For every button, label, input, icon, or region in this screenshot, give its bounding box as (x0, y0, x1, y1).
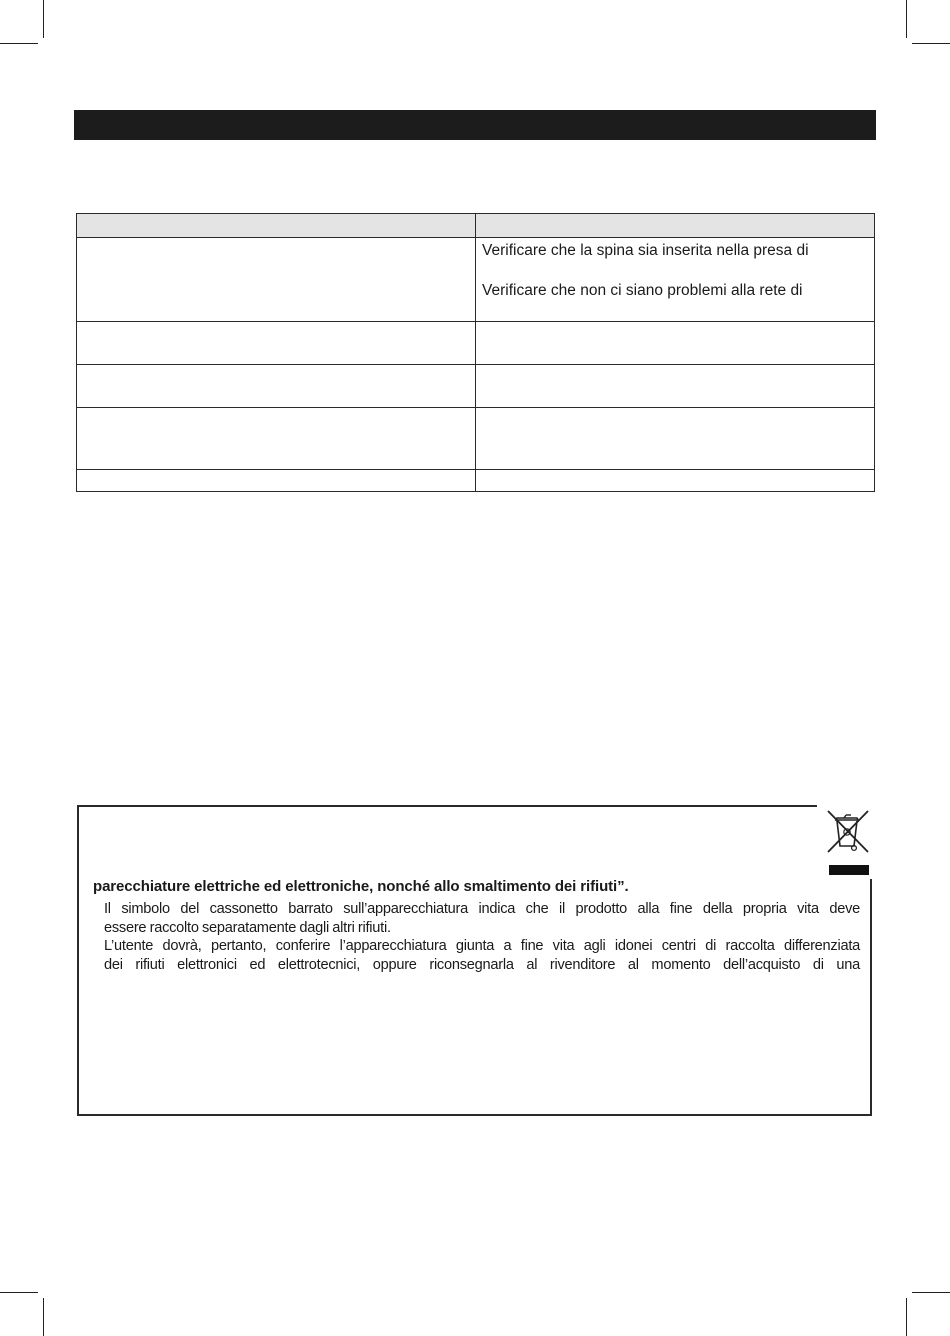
problem-cell (77, 408, 476, 470)
table-row (77, 365, 875, 408)
problem-cell (77, 322, 476, 365)
table-header-row (77, 214, 875, 238)
solution-column-header (476, 214, 875, 238)
paragraph-line: Il simbolo del cassonetto barrato sull’apparecchiatura indica che il prodotto alla fine della propria vita deve (104, 901, 860, 917)
crop-mark (912, 1292, 950, 1293)
problem-column-header (77, 214, 476, 238)
crop-mark (0, 43, 38, 44)
disposal-paragraph (104, 900, 860, 937)
crop-mark (906, 1298, 907, 1336)
solution-cell (476, 322, 875, 365)
table-row (77, 470, 875, 492)
problem-cell (77, 470, 476, 492)
section-header-bar (74, 110, 876, 140)
troubleshooting-table (76, 213, 875, 492)
disposal-paragraph (104, 937, 860, 974)
paragraph-line: L’utente dovrà, pertanto, conferire l’apparecchiatura giunta a fine vita agli idonei centri di raccolta differenziata (104, 938, 860, 954)
table-row (77, 238, 875, 322)
solution-line: Verificare che non ci siano problemi alla rete di (482, 282, 803, 299)
crossed-out-wheelie-bin-icon (824, 806, 872, 876)
solution-cell (476, 365, 875, 408)
problem-cell (77, 365, 476, 408)
crop-mark (43, 1298, 44, 1336)
solution-cell (476, 238, 875, 322)
crop-mark (0, 1292, 38, 1293)
paragraph-line: dei rifiuti elettronici ed elettrotecnici, oppure riconsegnarla al rivenditore al momento dell’acquisto di una (104, 956, 860, 973)
problem-cell (77, 238, 476, 322)
paragraph-line: essere raccolto separatamente dagli altri rifiuti. (104, 919, 391, 936)
solution-cell (476, 408, 875, 470)
crop-mark (912, 43, 950, 44)
table-row (77, 322, 875, 365)
crop-mark (43, 0, 44, 38)
solution-line: Verificare che la spina sia inserita nella presa di (482, 242, 809, 259)
crop-mark (906, 0, 907, 38)
table-row (77, 408, 875, 470)
disposal-notice-title: parecchiature elettriche ed elettroniche, nonché allo smaltimento dei rifiuti”. (93, 878, 629, 895)
solution-cell (476, 470, 875, 492)
